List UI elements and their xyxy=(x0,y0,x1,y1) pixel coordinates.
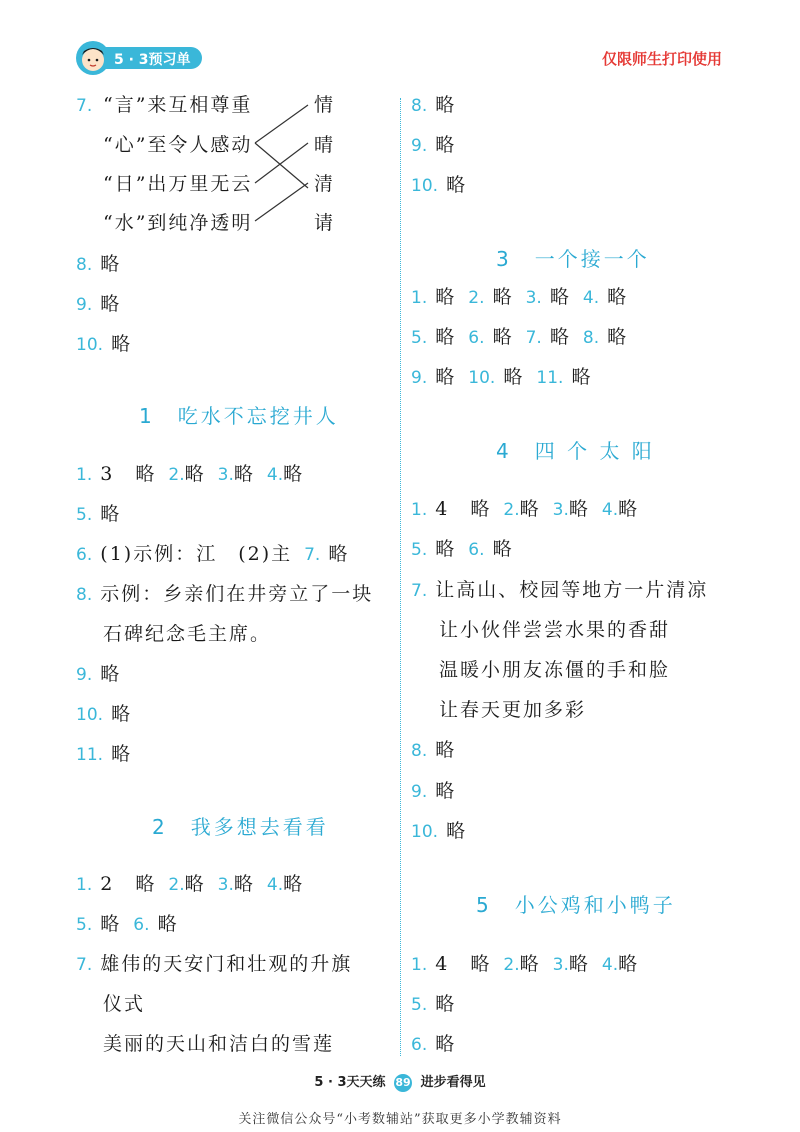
answer-row: 石碑纪念毛主席。 xyxy=(103,623,272,645)
footer-right: 进步看得见 xyxy=(420,1075,486,1090)
section-title: 2 我多想去看看 xyxy=(152,815,329,839)
matching-line-4: “水”到纯净透明 xyxy=(103,212,253,234)
answer-row: 1. 3 略 2.略 3.略 4.略 xyxy=(76,463,305,485)
answer-row: 让春天更加多彩 xyxy=(439,699,587,721)
matching-char-3: 清 xyxy=(314,173,336,195)
answer-row: 9. 略 xyxy=(76,663,122,685)
section-title: 4 四 个 太 阳 xyxy=(496,439,655,463)
matching-char-4: 请 xyxy=(314,212,336,234)
column-divider xyxy=(400,98,401,1056)
answer-row: 10. 略 xyxy=(411,820,468,842)
answer-row: 7. 雄伟的天安门和壮观的升旗 xyxy=(76,953,353,975)
answer-row: 1. 略 2. 略 3. 略 4. 略 xyxy=(411,286,629,308)
matching-line-1: “言”来互相尊重 xyxy=(103,94,253,116)
header-badge-label: 5 · 3预习单 xyxy=(114,52,191,68)
section-title: 1 吃水不忘挖井人 xyxy=(139,404,339,428)
list-item: 10. 略 xyxy=(411,174,468,196)
list-item: 9. 略 xyxy=(411,134,457,156)
answer-row: 1. 4 略 2.略 3.略 4.略 xyxy=(411,498,640,520)
answer-row: 1. 2 略 2.略 3.略 4.略 xyxy=(76,873,305,895)
answer-row: 8. 示例：乡亲们在井旁立了一块 xyxy=(76,583,374,605)
answer-row: 9. 略 xyxy=(411,780,457,802)
answer-row: 10. 略 xyxy=(76,703,133,725)
match-line-shui xyxy=(255,183,308,221)
match-line-yan xyxy=(255,105,308,143)
matching-char-1: 情 xyxy=(314,94,336,116)
print-restriction-note: 仅限师生打印使用 xyxy=(601,50,722,68)
matching-char-2: 晴 xyxy=(314,134,336,156)
answer-row: 7. 让高山、校园等地方一片清凉 xyxy=(411,579,709,601)
answer-row: 5. 略 6. 略 7. 略 8. 略 xyxy=(411,326,629,348)
list-item: 10. 略 xyxy=(76,333,133,355)
answer-row: 9. 略 10. 略 11. 略 xyxy=(411,366,593,388)
page-number: 89 xyxy=(394,1074,412,1092)
page-footer xyxy=(0,1071,800,1092)
watermark-note: 关注微信公众号“小考数辅站”获取更多小学教辅资料 xyxy=(238,1112,562,1127)
matching-lines xyxy=(250,95,320,235)
kid-face-icon xyxy=(82,49,104,71)
answer-row: 6. 略 xyxy=(411,1033,457,1055)
footer-left: 5 · 3天天练 xyxy=(314,1075,386,1090)
answer-row: 美丽的天山和洁白的雪莲 xyxy=(103,1033,335,1055)
answer-row: 让小伙伴尝尝水果的香甜 xyxy=(439,619,671,641)
answer-row: 5. 略 6. 略 xyxy=(76,913,179,935)
answer-row: 5. 略 6. 略 xyxy=(411,538,514,560)
matching-line-3: “日”出万里无云 xyxy=(103,173,253,195)
matching-line-2: “心”至令人感动 xyxy=(103,134,253,156)
section-title: 3 一个接一个 xyxy=(496,247,650,271)
list-item: 8. 略 xyxy=(411,94,457,116)
answer-row: 仪式 xyxy=(103,993,146,1015)
list-item: 9. 略 xyxy=(76,293,122,315)
item-number: 7. xyxy=(76,96,93,116)
answer-row: 5. 略 xyxy=(76,503,122,525)
answer-row: 11. 略 xyxy=(76,743,133,765)
answer-row: 8. 略 xyxy=(411,739,457,761)
section-title: 5 小公鸡和小鸭子 xyxy=(476,893,676,917)
answer-row: 6. (1)示例：江 (2)主 7. 略 xyxy=(76,543,350,565)
list-item: 8. 略 xyxy=(76,253,122,275)
answer-row: 1. 4 略 2.略 3.略 4.略 xyxy=(411,953,640,975)
answer-row: 温暖小朋友冻僵的手和脸 xyxy=(439,659,671,681)
answer-row: 5. 略 xyxy=(411,993,457,1015)
